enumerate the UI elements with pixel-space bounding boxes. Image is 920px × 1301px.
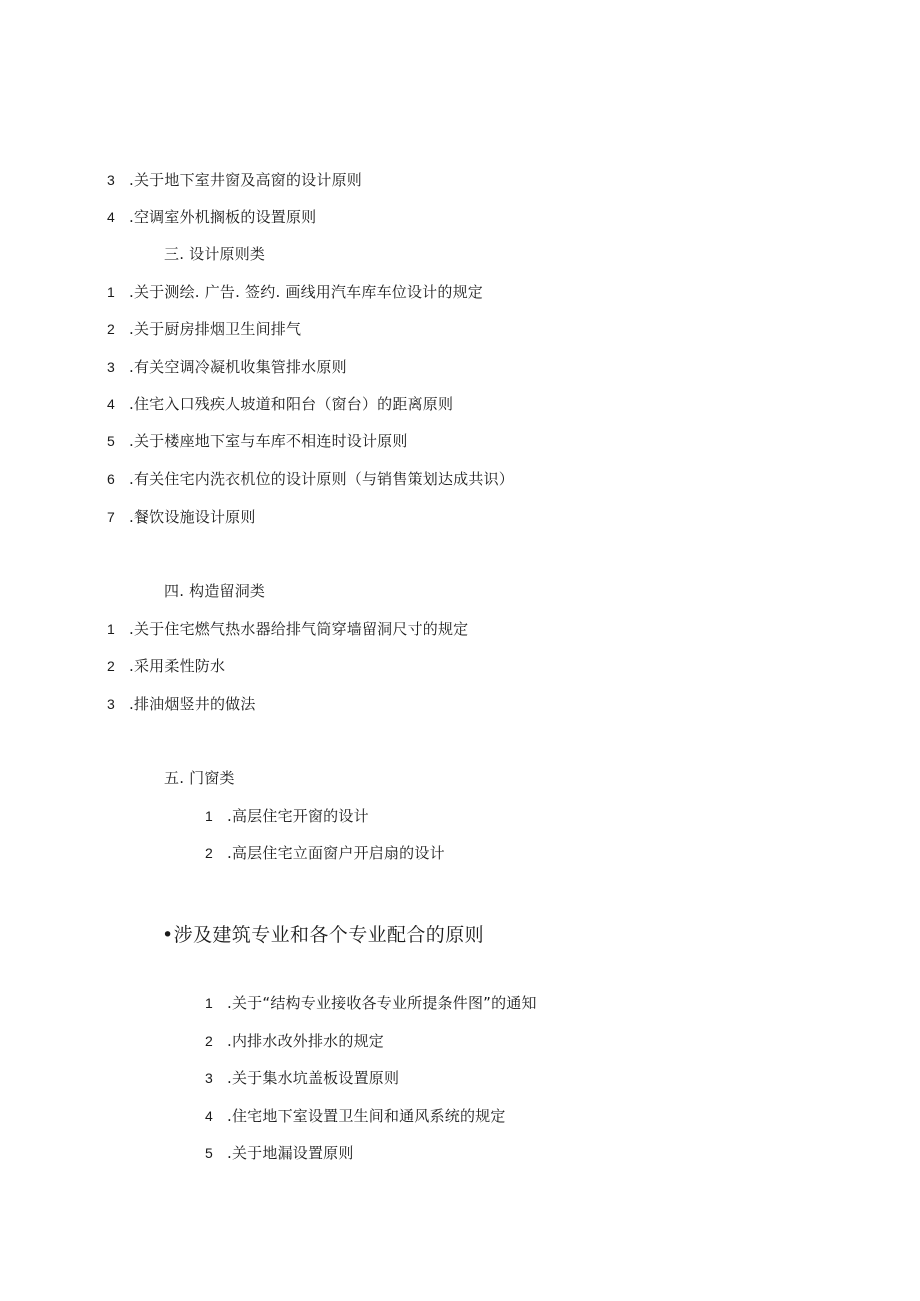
item-text: .关于厨房排烟卫生间排气	[129, 320, 302, 338]
item-number: 3	[107, 359, 115, 375]
item-text: .有关住宅内洗衣机位的设计原则（与销售策划达成共识）	[129, 470, 514, 488]
item-number: 1	[107, 621, 115, 637]
item-number: 1	[205, 808, 213, 824]
list-item	[107, 319, 301, 339]
item-number: 5	[205, 1145, 213, 1161]
item-number: 6	[107, 471, 115, 487]
item-text: .关于楼座地下室与车库不相连时设计原则	[129, 432, 408, 450]
item-text: .关于地漏设置原则	[227, 1144, 354, 1162]
list-item	[107, 170, 362, 190]
item-number: 2	[205, 845, 213, 861]
item-number: 1	[205, 995, 213, 1011]
item-text: .关于“结构专业接收各专业所提条件图”的通知	[227, 994, 537, 1012]
part-heading: •涉及建筑专业和各个专业配合的原则	[162, 924, 485, 946]
list-item	[205, 993, 537, 1013]
list-item	[107, 469, 514, 489]
item-text: .住宅入口残疾人坡道和阳台（窗台）的距离原则	[129, 395, 454, 413]
item-number: 4	[107, 209, 115, 225]
list-item	[205, 843, 445, 863]
item-number: 2	[205, 1033, 213, 1049]
list-item	[205, 1143, 354, 1163]
list-item	[107, 694, 256, 714]
item-number: 4	[107, 396, 115, 412]
section-heading: 五. 门窗类	[164, 769, 235, 787]
item-number: 4	[205, 1108, 213, 1124]
item-text: .餐饮设施设计原则	[129, 508, 256, 526]
list-item	[205, 1031, 384, 1051]
item-text: .高层住宅开窗的设计	[227, 807, 369, 825]
item-text: .关于地下室井窗及高窗的设计原则	[129, 171, 362, 189]
item-text: .有关空调冷凝机收集管排水原则	[129, 358, 347, 376]
item-number: 3	[107, 172, 115, 188]
item-text: .关于集水坑盖板设置原则	[227, 1069, 400, 1087]
item-text: .高层住宅立面窗户开启扇的设计	[227, 844, 445, 862]
item-number: 2	[107, 321, 115, 337]
list-item	[107, 431, 408, 451]
list-item	[107, 656, 225, 676]
item-number: 2	[107, 658, 115, 674]
list-item	[107, 282, 483, 302]
list-item	[107, 207, 316, 227]
list-item	[205, 1068, 399, 1088]
item-number: 5	[107, 433, 115, 449]
item-number: 7	[107, 509, 115, 525]
item-text: .住宅地下室设置卫生间和通风系统的规定	[227, 1107, 506, 1125]
list-item	[107, 619, 468, 639]
item-text: .关于住宅燃气热水器给排气筒穿墙留洞尺寸的规定	[129, 620, 469, 638]
item-number: 3	[205, 1070, 213, 1086]
item-text: .采用柔性防水	[129, 657, 226, 675]
item-number: 1	[107, 284, 115, 300]
section-heading: 三. 设计原则类	[164, 245, 266, 263]
item-text: .排油烟竖井的做法	[129, 695, 256, 713]
item-text: .关于测绘. 广告. 签约. 画线用汽车库车位设计的规定	[129, 283, 483, 301]
list-item	[107, 507, 256, 527]
item-text: .空调室外机搁板的设置原则	[129, 208, 317, 226]
section-heading: 四. 构造留洞类	[164, 582, 266, 600]
list-item	[107, 357, 347, 377]
item-text: .内排水改外排水的规定	[227, 1032, 384, 1050]
list-item	[107, 394, 453, 414]
list-item	[205, 806, 369, 826]
list-item	[205, 1106, 506, 1126]
item-number: 3	[107, 696, 115, 712]
